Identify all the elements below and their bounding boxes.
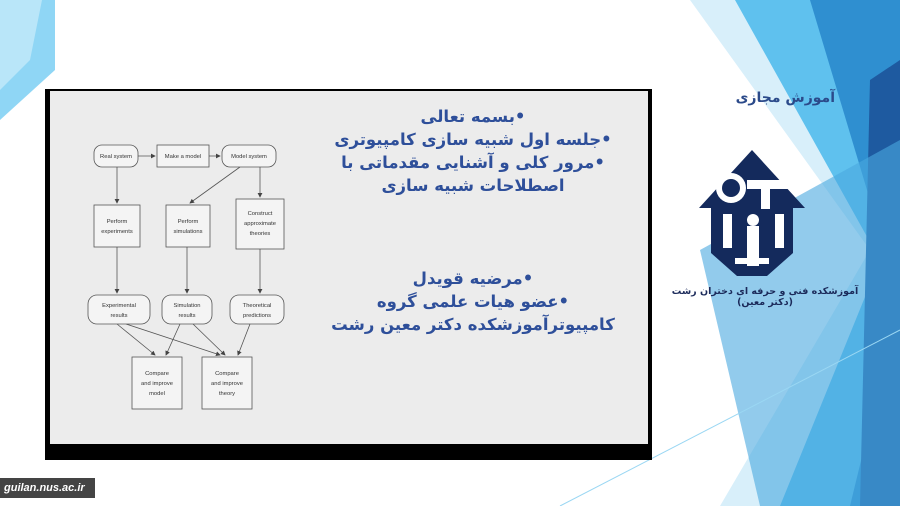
label-theoretical-predictions-2: predictions [242,313,272,319]
slide-image-frame [45,89,652,460]
node-experimental-results [88,295,150,324]
bullet-session: •جلسه اول شبیه سازی کامپیوتری [334,130,612,149]
label-construct-theories-2: approximate [244,221,276,227]
bullet-title: •بسمه تعالی [420,107,526,126]
label-compare-theory-2: and improve [211,381,243,387]
label-experimental-results-2: results [110,313,128,319]
label-perform-experiments-1: Perform [106,219,128,225]
college-logo-icon [697,148,807,283]
label-compare-model-3: model [149,391,165,397]
slide-content [50,91,648,444]
slide-bullet-list [308,105,638,336]
bullet-overview: •مرور کلی و آشنایی مقدماتی با اصطلاحات شبیه سازی [341,153,605,195]
label-simulation-results-1: Simulation [173,303,201,309]
label-construct-theories-1: Construct [247,211,273,217]
label-perform-experiments-2: experiments [101,229,133,235]
label-compare-theory-1: Compare [215,371,239,377]
node-perform-experiments [94,205,140,247]
label-simulation-results-2: results [178,313,196,319]
bullet-affiliation: •عضو هیات علمی گروه کامپیوترآموزشکده دکتر معین رشت [331,292,615,334]
label-make-model: Make a model [164,154,202,160]
label-perform-simulations-1: Perform [177,219,199,225]
label-compare-model-1: Compare [145,371,169,377]
node-simulation-results [162,295,212,324]
label-experimental-results-1: Experimental [102,303,136,309]
label-model-system: Model system [231,154,267,160]
brand-title: آموزش مجازی [735,90,835,106]
node-theoretical-predictions [230,295,284,324]
simulation-flow-diagram [80,127,330,417]
label-compare-theory-3: theory [218,391,236,397]
label-construct-theories-3: theories [249,231,271,237]
diagram-arrows [117,156,260,355]
brand-subtitle: آموزشکده فنی و حرفه ای دختران رشت (دکتر معین) [671,286,859,308]
label-compare-model-2: and improve [141,381,173,387]
site-watermark: guilan.nus.ac.ir [0,478,95,498]
node-perform-simulations [166,205,210,247]
bullet-author: •مرضیه قویدل [412,269,534,288]
label-perform-simulations-2: simulations [173,229,203,235]
label-real-system: Real system [100,154,132,160]
label-theoretical-predictions-1: Theoretical [242,303,272,309]
